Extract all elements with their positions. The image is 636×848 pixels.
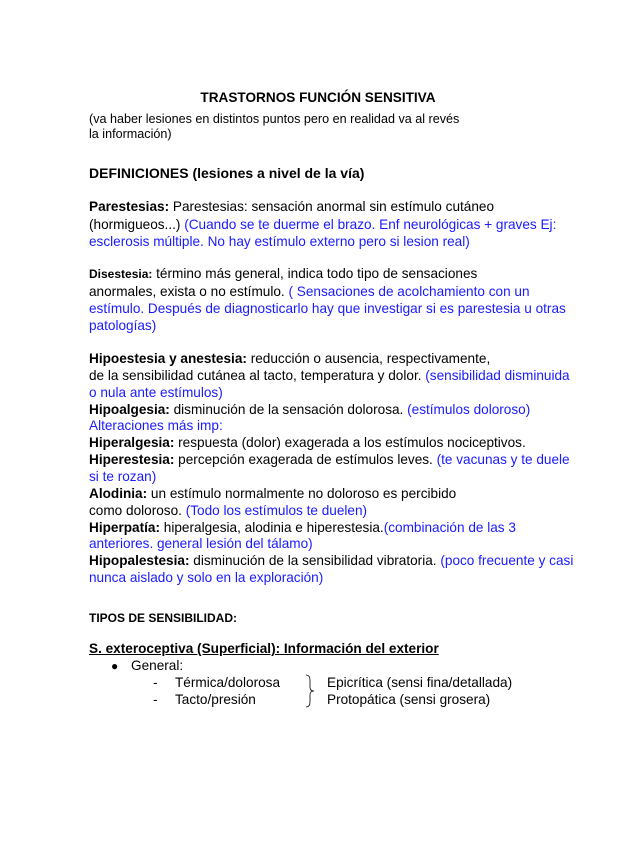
- hiperestesia-term: Hiperestesia:: [89, 452, 175, 467]
- parestesias-line-3: esclerosis múltiple. No hay estímulo externo pero si lesion real): [89, 234, 470, 249]
- alodinia-line-1: [89, 486, 456, 502]
- hipopalestesia-note: (poco frecuente y casi: [440, 553, 574, 568]
- general-label: General:: [131, 658, 184, 673]
- item-right-2: Protopática (sensi grosera): [327, 692, 491, 707]
- hipoestesia-def: reducción o ausencia, respectivamente,: [246, 351, 491, 366]
- hipoestesia-term: Hipoestesia y anestesia:: [89, 351, 247, 366]
- alteraciones-label: Alteraciones más imp:: [89, 418, 223, 433]
- hiperalgesia-term: Hiperalgesia:: [89, 435, 175, 450]
- parestesias-line-1: [89, 199, 494, 215]
- item-dash-1: -: [153, 675, 158, 690]
- hiperalgesia-line: [89, 435, 526, 451]
- intro-line-2: la información): [89, 127, 172, 141]
- hiperpatia-line-1: [89, 520, 516, 536]
- parestesias-line-2: [89, 217, 556, 233]
- hipoalgesia-term: Hipoalgesia:: [89, 402, 170, 417]
- alodinia-note: (Todo los estímulos te duelen): [185, 503, 368, 518]
- disestesia-line-4: patologías): [89, 318, 157, 333]
- exteroceptiva-heading: S. exteroceptiva (Superficial): Información del exterior: [89, 641, 439, 656]
- hiperestesia-line-1: [89, 452, 570, 468]
- parestesias-term: Parestesias:: [89, 199, 170, 214]
- page-title: TRASTORNOS FUNCIÓN SENSITIVA: [200, 90, 436, 105]
- hipoestesia-line-2: [89, 368, 570, 384]
- disestesia-note: ( Sensaciones de acolchamiento con un: [288, 284, 530, 299]
- item-right-1: Epicrítica (sensi fina/detallada): [327, 675, 513, 690]
- hiperestesia-note: (te vacunas y te duele: [436, 452, 570, 467]
- hipopalestesia-line-1: [89, 553, 573, 569]
- parestesias-def: Parestesias: sensación anormal sin estímulo cutáneo: [169, 199, 495, 214]
- hipoestesia-line-1: [89, 351, 490, 367]
- parestesias-text: (hormigueos...): [89, 217, 185, 232]
- item-left-2: Tacto/presión: [175, 692, 256, 707]
- alodinia-text: como doloroso.: [89, 503, 186, 518]
- intro-line-1: (va haber lesiones en distintos puntos pero en realidad va al revés: [89, 112, 460, 126]
- hipoalgesia-note: (estímulos doloroso): [407, 402, 531, 417]
- disestesia-def: término más general, indica todo tipo de sensaciones: [152, 266, 478, 281]
- hiperpatia-term: Hiperpatía:: [89, 520, 161, 535]
- right-brace-icon: [305, 674, 315, 708]
- disestesia-line-3: estímulo. Después de diagnosticarlo hay que investigar si es parestesia u otras: [89, 301, 566, 316]
- item-left-1: Térmica/dolorosa: [175, 675, 281, 690]
- disestesia-text: anormales, exista o no estímulo.: [89, 284, 289, 299]
- definitions-heading: DEFINICIONES (lesiones a nivel de la vía): [89, 165, 365, 181]
- disestesia-term: Disestesia:: [89, 267, 153, 281]
- disestesia-line-2: [89, 284, 530, 300]
- parestesias-note: (Cuando se te duerme el brazo. Enf neurológicas + graves Ej:: [184, 217, 557, 232]
- hiperpatia-def: hiperalgesia, alodinia e hiperestesia.: [160, 520, 384, 535]
- hiperpatia-line-2: anteriores. general lesión del tálamo): [89, 536, 313, 551]
- hipopalestesia-line-2: nunca aislado y solo en la exploración): [89, 570, 324, 585]
- hipopalestesia-def: disminución de la sensibilidad vibratoria.: [189, 553, 441, 568]
- hiperestesia-line-2: si te rozan): [89, 469, 157, 484]
- alodinia-line-2: [89, 503, 367, 519]
- bullet-icon: ●: [111, 659, 119, 673]
- hiperpatia-note: (combinación de las 3: [383, 520, 516, 535]
- hipoestesia-line-3: o nula ante estímulos): [89, 385, 223, 400]
- hipopalestesia-term: Hipopalestesia:: [89, 553, 190, 568]
- hipoalgesia-line: [89, 402, 530, 418]
- hiperalgesia-def: respuesta (dolor) exagerada a los estímulos nociceptivos.: [174, 435, 526, 450]
- alodinia-term: Alodinia:: [89, 486, 148, 501]
- hipoestesia-note: (sensibilidad disminuida: [425, 368, 570, 383]
- hipoalgesia-def: disminución de la sensación dolorosa.: [169, 402, 408, 417]
- alodinia-def: un estímulo normalmente no doloroso es percibido: [147, 486, 457, 501]
- item-dash-2: -: [153, 692, 158, 707]
- hipoestesia-text: de la sensibilidad cutánea al tacto, temperatura y dolor.: [89, 368, 426, 383]
- tipos-heading: TIPOS DE SENSIBILIDAD:: [89, 611, 238, 625]
- hiperestesia-def: percepción exagerada de estímulos leves.: [174, 452, 437, 467]
- disestesia-line-1: [89, 266, 477, 282]
